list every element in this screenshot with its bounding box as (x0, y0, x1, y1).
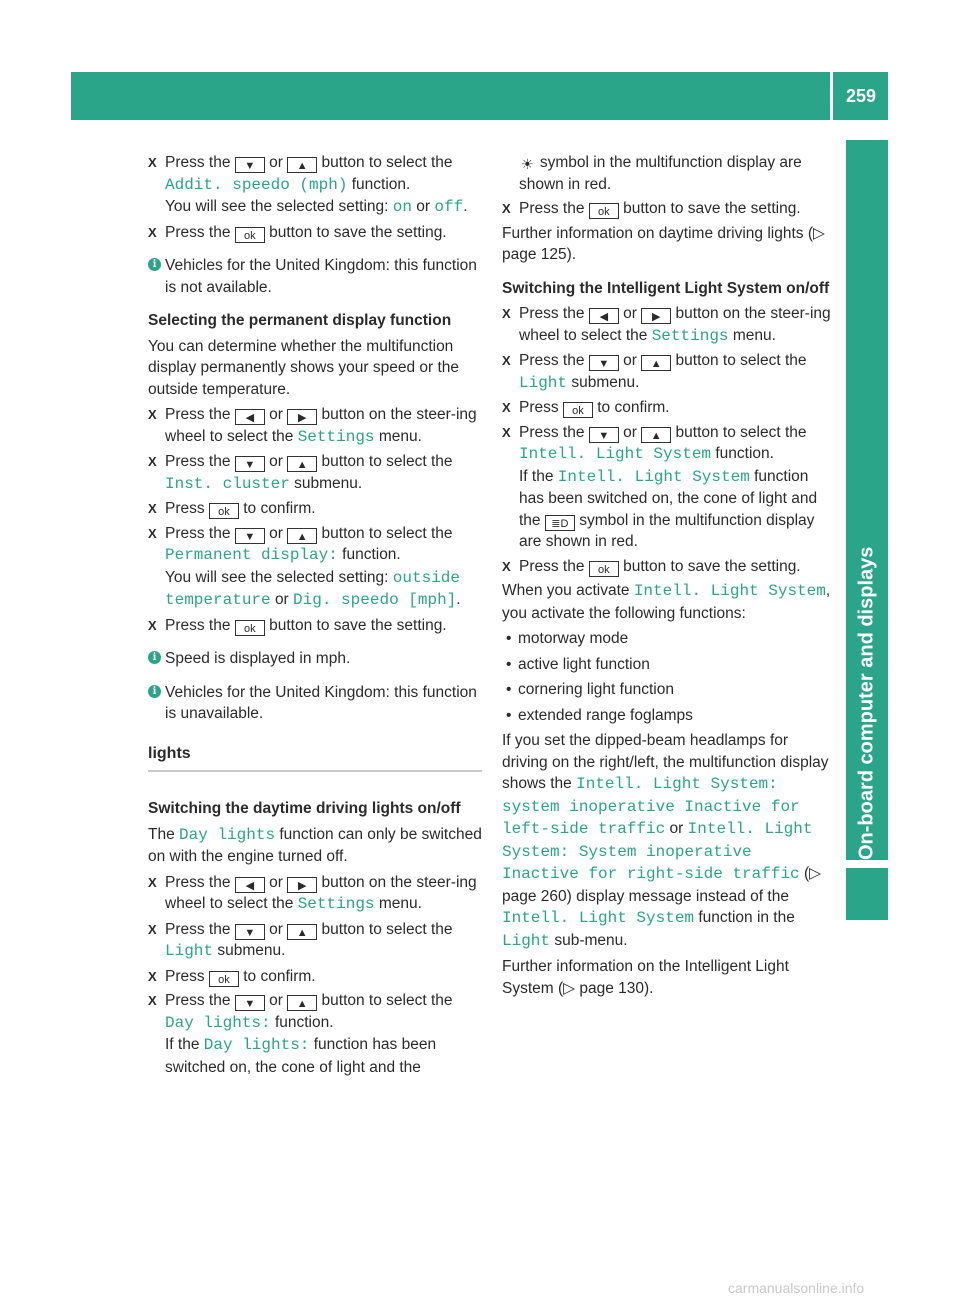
step: X Press the ▼ or ▲ button to select the Light submenu. (148, 920, 453, 960)
step: ☀ symbol in the multifunction display are shown in red. (519, 154, 802, 193)
step: X Press the ▼ or ▲ button to select the Inst. cluster submenu. (148, 453, 453, 493)
info-note: i Vehicles for the United Kingdom: this function is not available. (148, 255, 482, 298)
side-marker (846, 868, 888, 920)
left-column: X Press the ▼ or ▲ button to select the Addit. speedo (mph) function. You will see the selected setting: on or off. X Press the ok button to save the setting. i Vehicles for the United Kingdom: this function is not available. Selecting the permanent display function You can determine whether the multifunction display permanently shows your speed or the outside temperature. X Press the ◀ or ▶ button on the steer-ing wheel to select the Settings menu. X Press the ▼ or ▲ button to select the Inst. cluster submenu. X Press ok to confirm. X Press the ▼ or ▲ button to select the Permanent display: function. You will see the selected setting: outside temperature or Dig. speedo [mph]. X Press the ok button to save the setting. i Speed is displayed in mph. i Vehicles for the United Kingdom: this function is unavailable. lights Switching the daytime driving lights on/off The Day lights function can only be switched on with the engine turned off. X Press the ◀ or ▶ button on the steer-ing wheel to select the Settings menu. X Press the ▼ or ▲ button to select the Light submenu. X Press ok to confirm. X Press the ▼ or ▲ button to select the Day lights: function. If the Day lights: function has been switched on, the cone of light and the (148, 152, 482, 1081)
step: X Press the ▼ or ▲ button to select the Light submenu. (502, 352, 807, 392)
info-icon: i (148, 258, 161, 271)
step: X Press the ok button to save the setting. (148, 223, 447, 242)
watermark: carmanualsonline.info (728, 1280, 865, 1296)
list-item: • motorway mode (506, 630, 629, 647)
right-column: ☀ symbol in the multifunction display are shown in red. X Press the ok button to save the setting. Further information on daytime driving lights (▷ page 125). Switching the Intelligent Light System on/off X Press the ◀ or ▶ button on the steer-ing wheel to select the Settings menu. X Press the ▼ or ▲ button to select the Light submenu. X Press ok to confirm. X Press the ▼ or ▲ button to select the Intell. Light System function. If the Intell. Light System function has been switched on, the cone of light and the ≣D symbol in the multifunction display are shown in red. X Press the ok button to save the setting. When you activate Intell. Light System, you activate the following functions: • motorway mode • active light function • cornering light function • extended range foglamps If you set the dipped-beam headlamps for driving on the right/left, the multifunction display shows the Intell. Light System: system inoperative Inactive for left-side traffic or Intell. Light System: System inoperative Inactive for right-side traffic (▷ page 260) display message instead of the Intell. Light System function in the Light sub-menu. Further information on the Intelligent Light System (▷ page 130). (502, 152, 836, 1003)
section-title: lights (148, 743, 482, 773)
step: X Press ok to confirm. (148, 967, 316, 986)
headlamp-icon: ≣D (545, 515, 575, 531)
side-tab-label: On-board computer and displays (855, 546, 878, 860)
info-icon: i (148, 685, 161, 698)
sun-icon: ☀ (521, 156, 534, 172)
heading: Selecting the permanent display function (148, 312, 452, 329)
step: X Press the ok button to save the setting. (148, 616, 447, 635)
heading: Switching the daytime driving lights on/off (148, 800, 461, 817)
step: X Press the ▼ or ▲ button to select the Addit. speedo (mph) function. You will see the selected setting: on or off. (148, 154, 468, 216)
page-title: Menus and submenus (611, 12, 822, 35)
step: X Press the ▼ or ▲ button to select the Intell. Light System function. If the Intell. Light System function has been switched on, the cone of light and the ≣D symbol in the multifunction display are shown in red. (502, 423, 818, 550)
info-icon: i (148, 651, 161, 664)
header-bar (71, 72, 888, 120)
list-item: • cornering light function (506, 681, 674, 698)
step: X Press ok to confirm. (148, 500, 316, 518)
step: X Press ok to confirm. (502, 399, 670, 417)
step: X Press the ◀ or ▶ button on the steer-ing wheel to select the Settings menu. (148, 873, 477, 913)
heading: Switching the Intelligent Light System on/off (502, 279, 830, 297)
info-note: i Speed is displayed in mph. (148, 648, 482, 670)
page-number: 259 (845, 85, 877, 106)
step: X Press the ◀ or ▶ button on the steer-ing wheel to select the Settings menu. (148, 406, 477, 446)
step: X Press the ▼ or ▲ button to select the Day lights: function. If the Day lights: function has been switched on, the cone of light and the (148, 992, 453, 1076)
step: X Press the ok button to save the setting. (502, 557, 801, 576)
step: X Press the ▼ or ▲ button to select the Permanent display: function. You will see the selected setting: outside temperature or Dig. speedo [mph]. (148, 524, 461, 609)
list-item: • active light function (506, 655, 650, 673)
info-note: i Vehicles for the United Kingdom: this function is unavailable. (148, 682, 482, 725)
list-item: • extended range foglamps (506, 706, 693, 724)
step: X Press the ◀ or ▶ button on the steer-ing wheel to select the Settings menu. (502, 305, 831, 345)
step: X Press the ok button to save the setting. (502, 200, 801, 218)
header-divider (830, 72, 833, 120)
